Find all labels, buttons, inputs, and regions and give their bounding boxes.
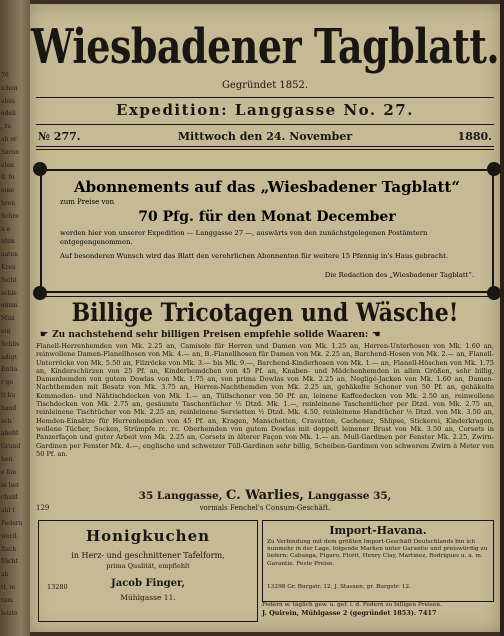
spine-fragment: ahl t — [1, 507, 15, 515]
issue-number: № 277. — [38, 130, 81, 143]
tricot-sub: vormals Fenchel's Consum-Geschäft. — [199, 504, 331, 512]
tricot-address-name: C. Warlies, — [226, 488, 304, 503]
tricot-intro — [36, 330, 494, 340]
corner-dot-icon — [33, 162, 47, 176]
spine-fragment: chuld — [1, 494, 18, 502]
spine-fragment: aaten — [1, 251, 18, 259]
honig-street: Mühlgasse 11. — [120, 593, 176, 602]
honigkuchen-advert — [38, 520, 258, 622]
spine-fragment: Schre — [1, 212, 19, 220]
spine-fragment: tt, m — [1, 584, 16, 591]
feder-advert — [262, 602, 494, 618]
masthead-title: Wiesbadener Tagblatt. — [30, 18, 500, 75]
havana-heading: Import-Havana. — [329, 524, 427, 537]
spine-fragment: tt ku — [1, 392, 16, 399]
honig-heading: Honigkuchen — [85, 527, 211, 545]
spine-fragment: ichen — [1, 84, 18, 92]
spine-fragment: leiste — [1, 609, 18, 617]
tricot-address — [30, 488, 500, 503]
spine-fragment: n e — [1, 225, 11, 233]
subscription-text-1: werden hier von unserer Expedition — Langgasse 27 —, auswärts von den zunächstgelegenen Postämtern entgegengenommen. — [60, 229, 428, 246]
spine-fragment: Kreu — [1, 264, 16, 271]
right-page-edge — [500, 0, 504, 636]
spine-fragment: elen — [1, 161, 14, 169]
feder-name: J. Quirein, Mühlgasse 2 (gegründet 1853). 7417 — [262, 608, 437, 617]
honig-line-2: prima Qualität, empfiehlt — [106, 562, 190, 570]
tricot-heading: Billige Tricotagen und Wäsche! — [71, 298, 459, 328]
subscription-price: 70 Pfg. für den Monat December — [138, 209, 396, 225]
spine-fragment: r ge — [1, 379, 14, 387]
spine-fragment: ah er — [1, 136, 17, 143]
spine-fragment: Nicht — [1, 558, 18, 566]
spine-fragment: Federu — [1, 520, 23, 527]
honig-number: 13280 — [47, 583, 68, 591]
havana-advert — [262, 520, 494, 602]
havana-text: Zu Verbindung mit dem größten Import-Geschäft Deutschlands bin ich nunmehr in der Lage, folgende Marken unter Garantie und preiswürdig zu liefern: Cabanga, Figaro, Florit, Henry Clay, Martinez, Rodrigues u. a. m. Garantie. Feste Preise. — [267, 539, 488, 567]
spine-fragment: , tu — [1, 123, 12, 131]
subscription-text-2: Auf besonderen Wunsch wird das Blatt den verehrlichen Abonnenten für weitere 15 Pfennig in's Haus gebracht. — [60, 252, 449, 260]
honig-line-1: in Herz- und geschnittener Tafelform, — [71, 551, 225, 560]
spine-fragment: hand — [1, 404, 17, 412]
masthead-rule — [36, 97, 494, 98]
subscription-notice — [40, 169, 494, 293]
spine-fragment: ben. — [1, 456, 15, 463]
spine-fragment: Entla — [1, 366, 18, 374]
spine-fragment: Schlis — [1, 340, 20, 348]
spine-fragment: ab — [1, 571, 9, 579]
spine-fragment: ebes — [1, 97, 16, 105]
spine-fragment: d. fo — [1, 174, 15, 182]
spine-fragment: ndigt — [1, 353, 17, 361]
expedition-rule — [36, 124, 494, 125]
newspaper-sheet — [30, 4, 500, 632]
spine-fragment: Mini — [1, 315, 15, 323]
pointing-hand-icon: ☛ — [40, 330, 49, 340]
founded-line: Gegründet 1852. — [221, 80, 309, 91]
spine-fragment: Grund — [1, 443, 21, 451]
honig-name: Jacob Finger, — [111, 578, 185, 589]
spine-fragment: fucht — [1, 276, 17, 284]
section-rule — [36, 296, 494, 297]
issue-date: Mittwoch den 24. November — [177, 130, 353, 143]
spine-fragment: e fon — [1, 468, 17, 476]
subscription-heading: Abonnements auf das „Wiesbadener Tagblatt“ — [74, 178, 460, 196]
adjacent-page-spine — [0, 0, 30, 636]
spine-fragment: eine — [1, 187, 14, 195]
dateline-rule — [36, 146, 494, 147]
spine-fragment: hren — [1, 200, 16, 207]
spine-fragment: fluch — [1, 545, 17, 553]
tricot-address-left: 35 Langgasse, — [138, 490, 223, 502]
tricot-intro-text: Zu nachstehend sehr billigen Preisen empfehle solide Waaren: — [52, 330, 369, 340]
pointing-hand-left-icon: ☚ — [372, 330, 381, 340]
spine-fragment: nten — [1, 238, 15, 246]
spine-fragment: schle — [1, 289, 17, 297]
havana-footer: 13298 Gr. Burgstr. 12, J. Stassen, gr. Burgstr. 12. — [267, 584, 411, 590]
issue-year: 1880. — [457, 130, 492, 143]
spine-fragment: einen — [1, 302, 18, 310]
spine-fragment: ein — [1, 328, 11, 335]
dateline-rule-thin — [36, 149, 494, 150]
spine-fragment: tum — [1, 596, 13, 604]
spine-fragment: 76 — [1, 72, 9, 79]
tricot-address-right: Langgasse 35, — [307, 490, 392, 502]
spine-fragment: sch — [1, 417, 12, 425]
subscription-signature: Die Redaction des „Wiesbadener Tagblatt“. — [324, 271, 474, 279]
tricot-body: Flanell-Herrenhemden von Mk. 2.25 an, Camisole für Herren und Damen von Mk. 1.25 an, Herren-Unterhosen von Mk. 1.60 an, reinwollene Damen-Flanellhosen von Mk. 4.— an, B.-Flanellhosen für Damen von Mk. 2.25 an, Barchend-Hosen von Mk. 2.— an, Flanell-Unterröcke von Mk. 5.50 an, Filzröcke von Mk. 3.— bis Mk. 9.—, Barchend-Kinderhosen von Mk. 1.— an, Flanell-Höschen von Mk. 1.75 an, Kinderschürzen von 25 Pf. an, Kinderhemdchen von 45 Pf. an, Knaben- und Mädchenhemden in allen Größen, sehr billig, Damenhemden von gutem Dowlas von Mk. 1.75 an, von prima Dowlas von Mk. 2.25 an, Negligé-Jacken von Mk. 1.60 an, Damen-Nachthemden mit Besatz von Mk. 3.75 an, Herren-Nachthemden von Mk. 2.25 an, gehäkelte Schoner von 50 Pf. an, gehäkelte Kommoden- und Nähtischdecken von Mk. 1.— an, Tüllschoner von 50 Pf. an, leinene Kaffeedecken von Mk. 2.50 an, reinwollene Tischdecken von Mk. 2.75 an, gesäumte Taschentücher ½ Dtzd. Mk. 1.—, reinleinene Taschentücher per Dtzd. von Mk. 2.75 an, reinleinene Tischtücher von Mk. 2.25 an, reinleinene Servietten ½ Dtzd. Mk. 4.50, reinleinene Handtücher ½ Dtzd. von Mk. 3.50 an, Hemden-Einsätze für Herrenhemden von 45 Pf. an, Kragen, Manschetten, Cravatten, Cachenez, Shlipse, Stickerei, Kinderkragen, wollene Tücher, Socken, Strümpfe rc. rc. Oberhemden von gutem Dowlas mit doppelt leinener Brust von Mk. 3.50 an, Corsets in Panzerfaçon und guter Arbeit von Mk. 2.25 an, Corsets in älterer Façon von Mk. 1.— an. Mull-Gardinen per Fenster Mk. 2.25, Zwirn-Gardinen per Fenster Mk. 4.—, englische und schweizer Tüll-Gardinen sehr billig, Scheiben-Gardinen von schwerem Zwirn à Meter von 50 Pf. an. — [36, 342, 494, 458]
expedition-line: Expedition: Langgasse No. 27. — [116, 101, 414, 119]
subscription-zum-preise: zum Preise von — [60, 198, 115, 206]
spine-fragment: abefd — [1, 430, 19, 438]
spine-fragment: edeli — [1, 110, 16, 118]
spine-fragment: werd. — [1, 532, 19, 540]
tricot-ad-number: 129 — [36, 504, 50, 512]
corner-dot-icon — [487, 162, 501, 176]
spine-fragment: Saron — [1, 148, 20, 156]
spine-fragment: in ber — [1, 481, 19, 489]
feder-text: Federn w. täglich gew. u. gef. i. d. Federn zu billigen Preisen. — [262, 602, 442, 608]
